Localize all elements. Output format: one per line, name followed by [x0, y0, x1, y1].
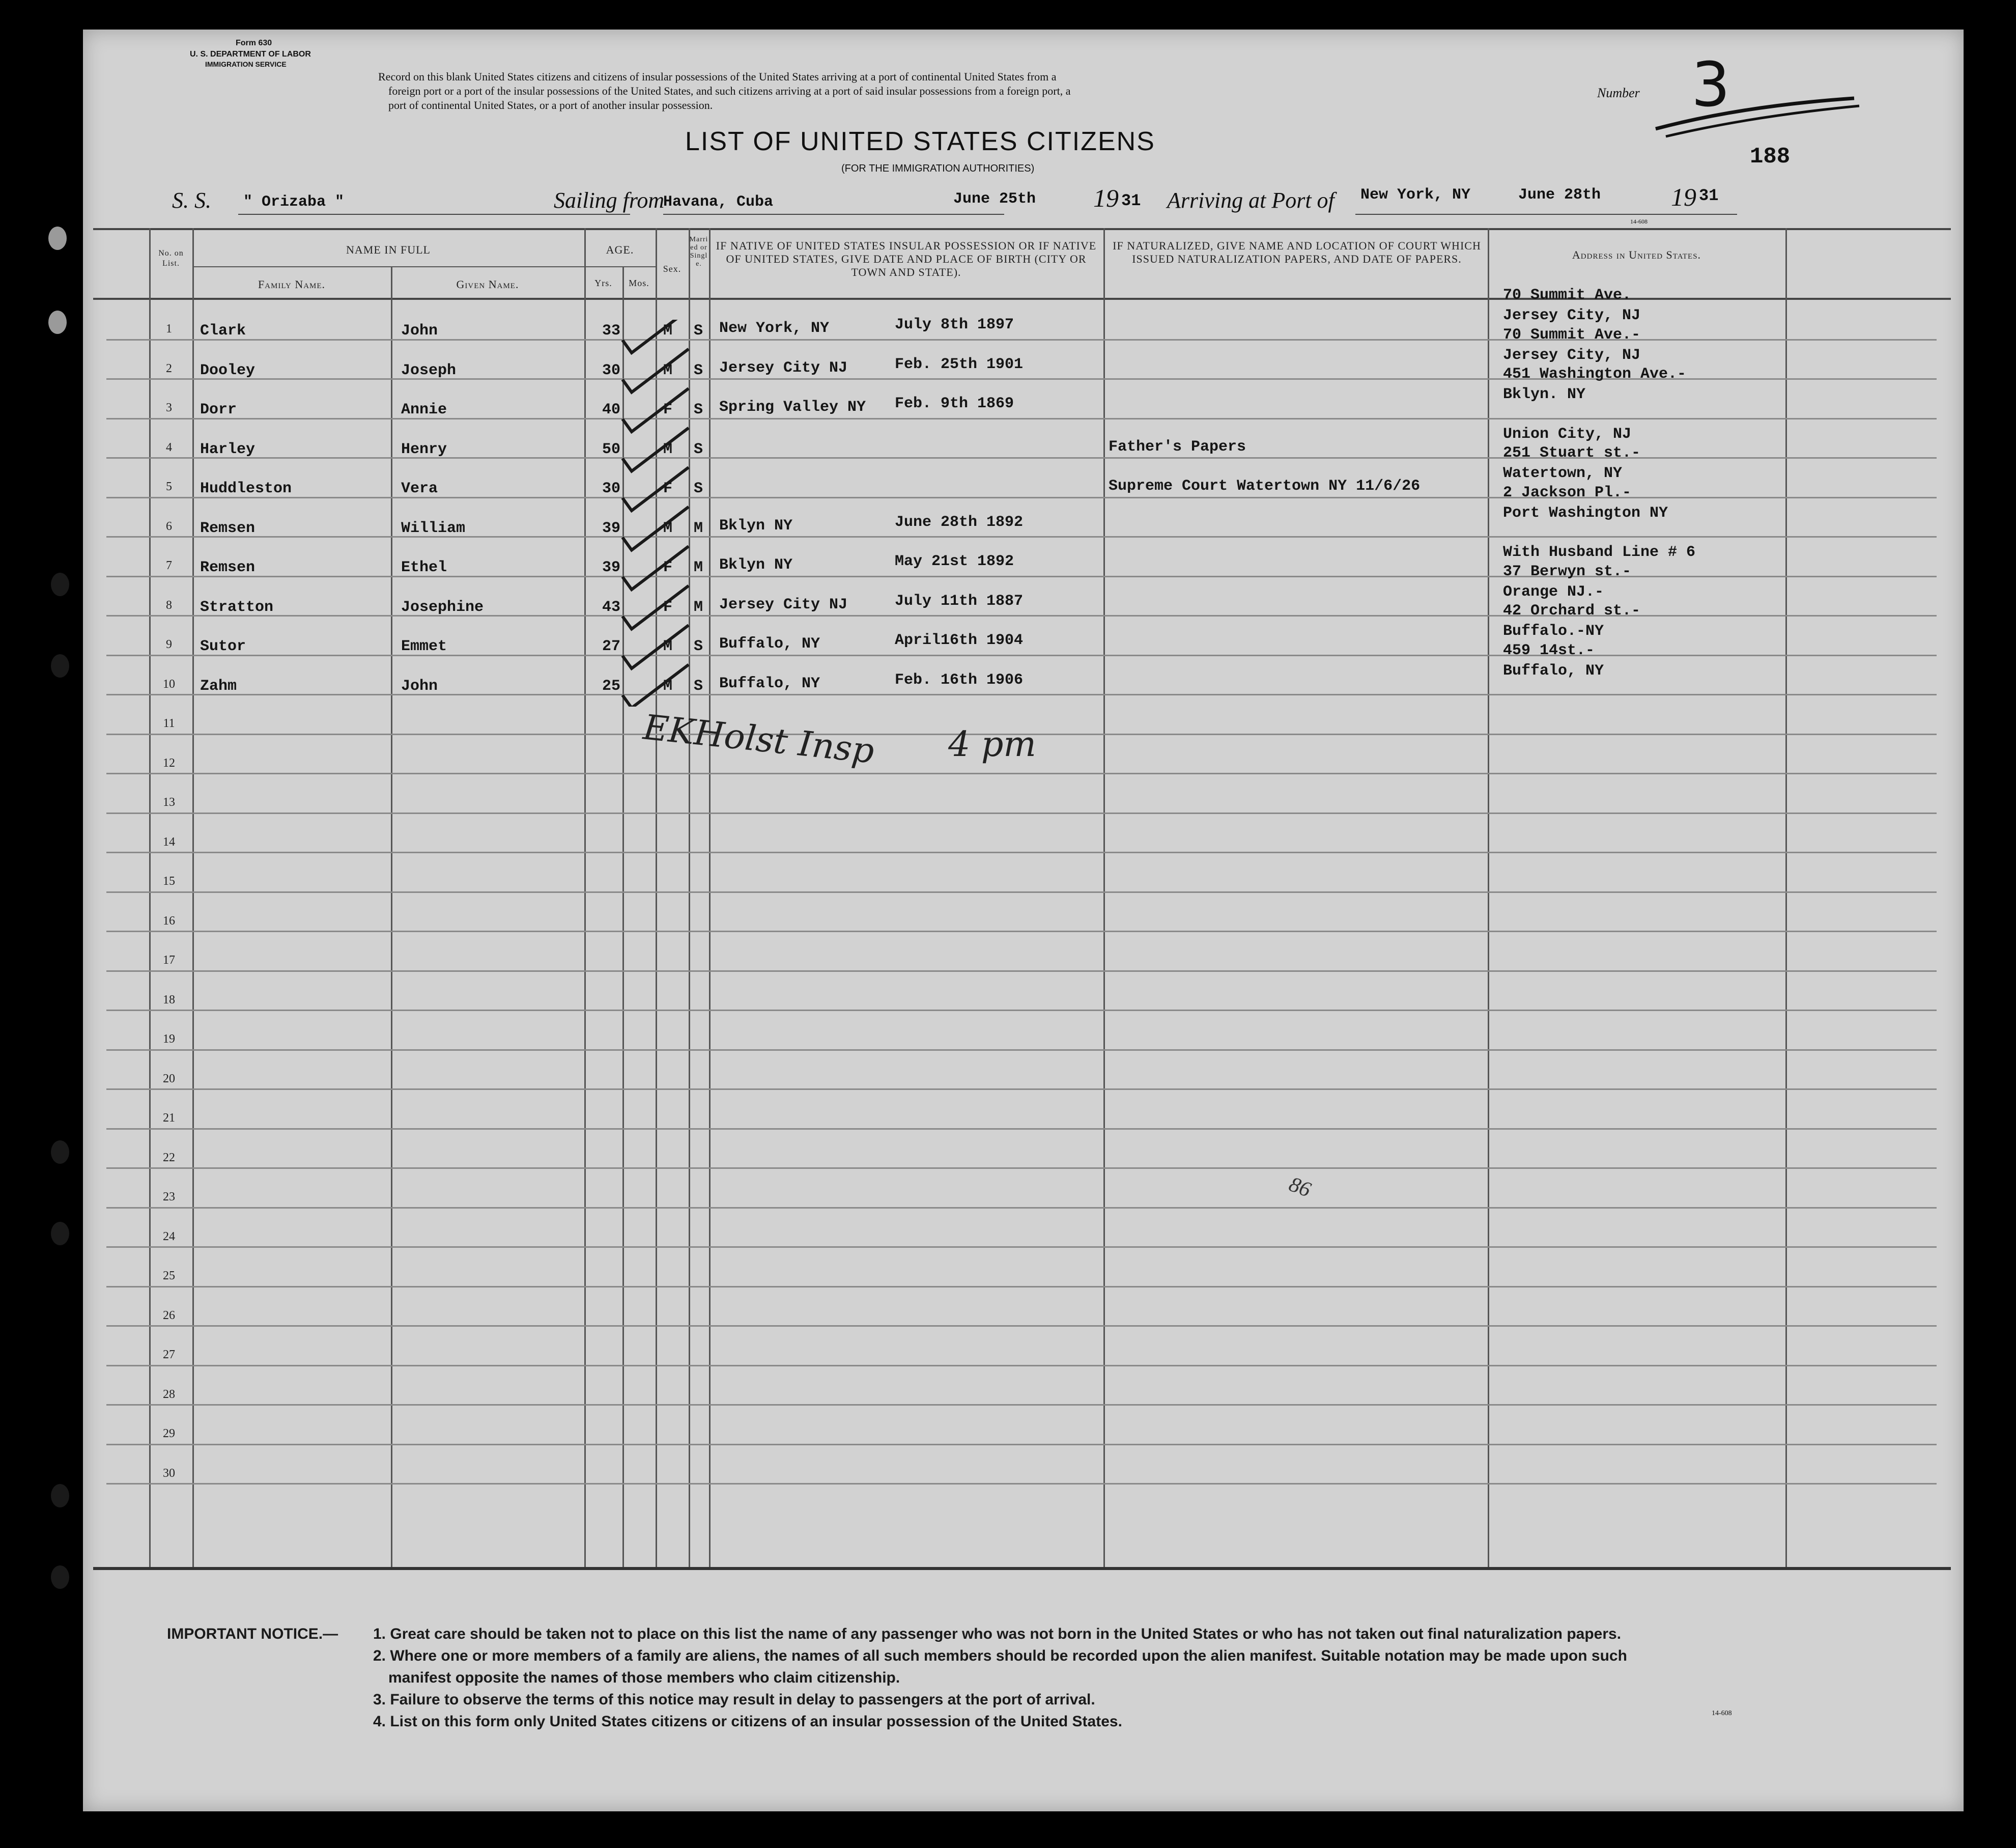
row-rule: [106, 497, 1937, 498]
header-name-full: NAME IN FULL: [346, 243, 431, 256]
header-naturalized: IF NATURALIZED, GIVE NAME AND LOCATION OF COURT WHICH ISSUED NATURALIZATION PAPERS, AND DATE OF PAPERS.: [1113, 239, 1481, 265]
tally-checkmarks: [612, 320, 714, 707]
marital-status: S: [694, 361, 703, 379]
row-rule: [106, 536, 1937, 538]
address-line-1: 42 Orchard st.-: [1503, 602, 1641, 620]
family-name: Stratton: [200, 598, 274, 616]
marital-status: S: [694, 440, 703, 458]
marital-status: M: [694, 519, 703, 537]
address-line-1: 459 14st.-: [1503, 641, 1595, 659]
row-number: 19: [163, 1032, 175, 1046]
arriving-label: Arriving at Port of: [1167, 188, 1334, 213]
row-number: 12: [163, 756, 175, 770]
row-number: 21: [163, 1111, 175, 1125]
row-number: 14: [163, 835, 175, 849]
row-number: 13: [163, 796, 175, 809]
checkmark: [622, 665, 689, 707]
sailing-label: Sailing from: [554, 188, 665, 213]
row-rule: [106, 694, 1937, 695]
marital-status: S: [694, 638, 703, 655]
notice-item-1: 1. Great care should be taken not to place on this list the name of any passenger who was not born in the United States or who has not taken out final naturalization papers.: [373, 1626, 1622, 1642]
sailing-date: June 25th: [953, 190, 1036, 208]
notice-item-4: 4. List on this form only United States citizens or citizens of an insular possession of the United States.: [373, 1713, 1122, 1730]
given-name: Ethel: [401, 559, 447, 576]
row-number: 5: [166, 480, 172, 493]
department: U. S. DEPARTMENT OF LABOR: [190, 50, 311, 59]
page-title: LIST OF UNITED STATES CITIZENS: [685, 127, 1155, 156]
sex: M: [663, 440, 673, 458]
row-rule: [106, 1207, 1937, 1209]
binder-hole: [51, 1484, 69, 1507]
row-rule: [106, 418, 1937, 419]
row-rule: [106, 970, 1937, 972]
header-address: Address in United States.: [1572, 248, 1701, 261]
age-years: 30: [602, 361, 621, 379]
marital-status: M: [694, 559, 703, 576]
binder-hole: [51, 1140, 69, 1164]
checkmark: [622, 546, 689, 590]
birth-date: July 8th 1897: [895, 316, 1014, 333]
row-rule: [106, 1010, 1937, 1011]
stray-mark: 86: [1286, 1172, 1314, 1202]
given-name: Emmet: [401, 638, 447, 655]
row-rule: [106, 576, 1937, 577]
instructions-line-3: port of continental United States, or a port of another insular possession.: [388, 99, 713, 111]
small-code-top: 14-608: [1630, 218, 1648, 225]
row-number: 27: [163, 1348, 175, 1361]
address-line-1: 37 Berwyn st.-: [1503, 563, 1632, 580]
header-age: AGE.: [606, 243, 634, 256]
binder-hole: [51, 1565, 69, 1589]
ship-name: " Orizaba ": [243, 193, 345, 211]
naturalization-info: Father's Papers: [1109, 438, 1246, 456]
notice-item-2-cont: manifest opposite the names of those members who claim citizenship.: [388, 1669, 900, 1686]
checkmark: [622, 320, 689, 353]
sex: M: [663, 361, 673, 379]
sex: F: [663, 401, 673, 418]
row-rule: [106, 852, 1937, 853]
age-years: 39: [602, 519, 621, 537]
service: IMMIGRATION SERVICE: [205, 60, 287, 68]
marital-status: M: [694, 598, 703, 616]
age-years: 27: [602, 638, 621, 655]
given-name: Joseph: [401, 361, 457, 379]
address-line-2: Port Washington NY: [1503, 504, 1668, 522]
birth-date: Feb. 25th 1901: [895, 355, 1024, 373]
row-rule: [106, 891, 1937, 893]
birth-date: Feb. 9th 1869: [895, 395, 1014, 412]
row-rule: [106, 1167, 1937, 1169]
sex: M: [663, 638, 673, 655]
row-number: 3: [166, 401, 172, 414]
address-line-2: Buffalo, NY: [1503, 662, 1604, 680]
birth-date: Feb. 16th 1906: [895, 671, 1024, 689]
given-name: Henry: [401, 440, 447, 458]
address-line-2: Buffalo.-NY: [1503, 623, 1604, 640]
manifest-table: [93, 228, 1951, 1572]
birth-date: May 21st 1892: [895, 553, 1014, 570]
number-label: Number: [1597, 86, 1640, 100]
binder-hole: [48, 311, 67, 334]
instructions-line-2: foreign port or a port of the insular possessions of the United States, and such citizens arriving at a port of said insular possessions from a foreign port, a: [388, 85, 1071, 97]
page-number: 188: [1750, 144, 1791, 170]
given-name: Annie: [401, 401, 447, 418]
age-years: 25: [602, 677, 621, 695]
address-line-1: 251 Stuart st.-: [1503, 444, 1641, 462]
form-number: Form 630: [236, 39, 272, 47]
header-native: IF NATIVE OF UNITED STATES INSULAR POSSESSION OR IF NATIVE OF UNITED STATES, GIVE DATE AND PLACE OF BIRTH (CITY OR TOWN AND STATE).: [716, 239, 1097, 278]
address-line-1: 2 Jackson Pl.-: [1503, 484, 1632, 501]
row-number: 29: [163, 1427, 175, 1440]
header-married-single: Married or Single.: [689, 236, 708, 268]
age-years: 43: [602, 598, 621, 616]
age-years: 40: [602, 401, 621, 418]
row-rule: [106, 1088, 1937, 1090]
sailing-year-prefix: 19: [1093, 184, 1119, 212]
row-rule: [106, 1286, 1937, 1287]
row-number: 16: [163, 914, 175, 928]
sailing-year-suffix: 31: [1121, 191, 1141, 210]
arriving-port: New York, NY: [1360, 186, 1471, 204]
header-given-name: Given Name.: [456, 278, 519, 291]
marital-status: S: [694, 401, 703, 418]
address-line-2: Jersey City, NJ: [1503, 307, 1641, 324]
notice-item-2: 2. Where one or more members of a family are aliens, the names of all such members should be recorded upon the alien manifest. Suitable notation may be made upon such: [373, 1647, 1627, 1664]
row-number: 8: [166, 598, 172, 612]
row-number: 6: [166, 519, 172, 533]
header-no: No. on List.: [158, 249, 184, 268]
row-rule: [106, 1049, 1937, 1051]
sex: F: [663, 559, 673, 576]
row-rule: [106, 339, 1937, 341]
row-number: 17: [163, 954, 175, 967]
row-rule: [106, 1246, 1937, 1248]
address-line-1: 451 Washington Ave.-: [1503, 366, 1687, 383]
family-name: Sutor: [200, 638, 246, 655]
header-mos: Mos.: [629, 278, 649, 288]
header-yrs: Yrs.: [594, 278, 612, 288]
address-line-2: Bklyn. NY: [1503, 386, 1586, 403]
family-name: Remsen: [200, 519, 255, 537]
row-rule: [106, 457, 1937, 459]
sex: M: [663, 519, 673, 537]
row-number: 26: [163, 1308, 175, 1322]
sailing-from: Havana, Cuba: [663, 193, 774, 211]
marital-status: S: [694, 322, 703, 340]
header-sex: Sex.: [663, 264, 682, 274]
birth-place: Buffalo, NY: [719, 675, 820, 692]
address-line-2: With Husband Line # 6: [1503, 544, 1696, 561]
row-rule: [106, 1404, 1937, 1406]
birth-date: June 28th 1892: [895, 513, 1024, 531]
marital-status: S: [694, 677, 703, 695]
row-number: 15: [163, 875, 175, 888]
row-rule: [106, 813, 1937, 814]
manifest-sheet: [83, 30, 1964, 1811]
row-number: 25: [163, 1269, 175, 1282]
sex: M: [663, 322, 673, 340]
row-rule: [106, 773, 1937, 774]
birth-place: Bklyn NY: [719, 556, 793, 574]
address-line-2: Jersey City, NJ: [1503, 346, 1641, 364]
notice-item-3: 3. Failure to observe the terms of this notice may result in delay to passengers at the port of arrival.: [373, 1691, 1095, 1708]
small-code-bottom: 14-608: [1712, 1710, 1732, 1717]
row-number: 22: [163, 1151, 175, 1164]
family-name: Harley: [200, 440, 255, 458]
marital-status: S: [694, 480, 703, 497]
row-rule: [106, 931, 1937, 932]
handwritten-inspector-signature: EKHolst Insp: [641, 707, 876, 772]
header-family-name: Family Name.: [258, 278, 326, 291]
family-name: Clark: [200, 322, 246, 340]
row-number: 30: [163, 1466, 175, 1480]
checkmark: [622, 625, 689, 668]
row-number: 20: [163, 1072, 175, 1085]
checkmark: [622, 507, 689, 550]
checkmark: [622, 388, 689, 432]
arriving-year-suffix: 31: [1699, 186, 1719, 205]
row-number: 23: [163, 1190, 175, 1203]
important-notice-label: IMPORTANT NOTICE.—: [167, 1626, 338, 1642]
row-number: 18: [163, 993, 175, 1006]
family-name: Remsen: [200, 559, 255, 576]
checkmark: [622, 467, 689, 511]
birth-date: April16th 1904: [895, 632, 1024, 649]
row-number: 1: [166, 322, 172, 335]
birth-date: July 11th 1887: [895, 592, 1024, 610]
row-rule: [106, 1128, 1937, 1130]
given-name: William: [401, 519, 466, 537]
row-rule: [106, 615, 1937, 617]
family-name: Zahm: [200, 677, 237, 695]
row-number: 2: [166, 361, 172, 375]
page-subtitle: (FOR THE IMMIGRATION AUTHORITIES): [841, 163, 1035, 174]
age-years: 50: [602, 440, 621, 458]
given-name: Josephine: [401, 598, 484, 616]
age-years: 33: [602, 322, 621, 340]
row-number: 10: [163, 677, 175, 691]
checkmark: [622, 428, 689, 471]
birth-place: Jersey City NJ: [719, 359, 848, 377]
age-years: 39: [602, 559, 621, 576]
address-line-2: Orange NJ.-: [1503, 583, 1604, 601]
address-line-1: 70 Summit Ave.-: [1503, 326, 1641, 344]
row-rule: [106, 655, 1937, 656]
age-years: 30: [602, 480, 621, 497]
family-name: Huddleston: [200, 480, 292, 497]
sex: F: [663, 480, 673, 497]
number-strike-mark: [1651, 86, 1864, 142]
row-number: 11: [163, 717, 175, 730]
instructions-line-1: Record on this blank United States citizens and citizens of insular possessions of the United States arriving at a port of continental United States from a: [378, 70, 1057, 83]
family-name: Dooley: [200, 361, 255, 379]
birth-place: New York, NY: [719, 320, 830, 337]
given-name: Vera: [401, 480, 438, 497]
birth-place: Spring Valley NY: [719, 399, 866, 416]
row-number: 4: [166, 440, 172, 454]
binder-hole: [51, 654, 69, 678]
given-name: John: [401, 322, 438, 340]
binder-hole: [48, 227, 67, 250]
arriving-date: June 28th: [1518, 186, 1601, 204]
sex: F: [663, 598, 673, 616]
binder-hole: [51, 1222, 69, 1245]
arriving-year-prefix: 19: [1671, 183, 1696, 211]
row-number: 7: [166, 559, 172, 572]
row-rule: [106, 1325, 1937, 1327]
row-rule: [106, 1444, 1937, 1445]
row-number: 28: [163, 1387, 175, 1401]
family-name: Dorr: [200, 401, 237, 418]
binder-hole: [51, 573, 69, 596]
given-name: John: [401, 677, 438, 695]
handwritten-time: 4 pm: [948, 724, 1036, 765]
row-number: 9: [166, 638, 172, 651]
checkmark: [622, 349, 689, 393]
birth-place: Jersey City NJ: [719, 596, 848, 613]
address-line-1: 70 Summit Ave.: [1503, 287, 1632, 304]
row-rule: [106, 1483, 1937, 1485]
birth-place: Bklyn NY: [719, 517, 793, 535]
row-number: 24: [163, 1229, 175, 1243]
number-value: 3: [1691, 50, 1730, 121]
address-line-2: Union City, NJ: [1503, 425, 1632, 443]
birth-place: Buffalo, NY: [719, 635, 820, 653]
row-rule: [106, 1365, 1937, 1366]
address-line-2: Watertown, NY: [1503, 465, 1623, 482]
ss-label: S. S.: [172, 188, 211, 213]
naturalization-info: Supreme Court Watertown NY 11/6/26: [1109, 478, 1421, 495]
checkmark: [622, 586, 689, 629]
sex: M: [663, 677, 673, 695]
